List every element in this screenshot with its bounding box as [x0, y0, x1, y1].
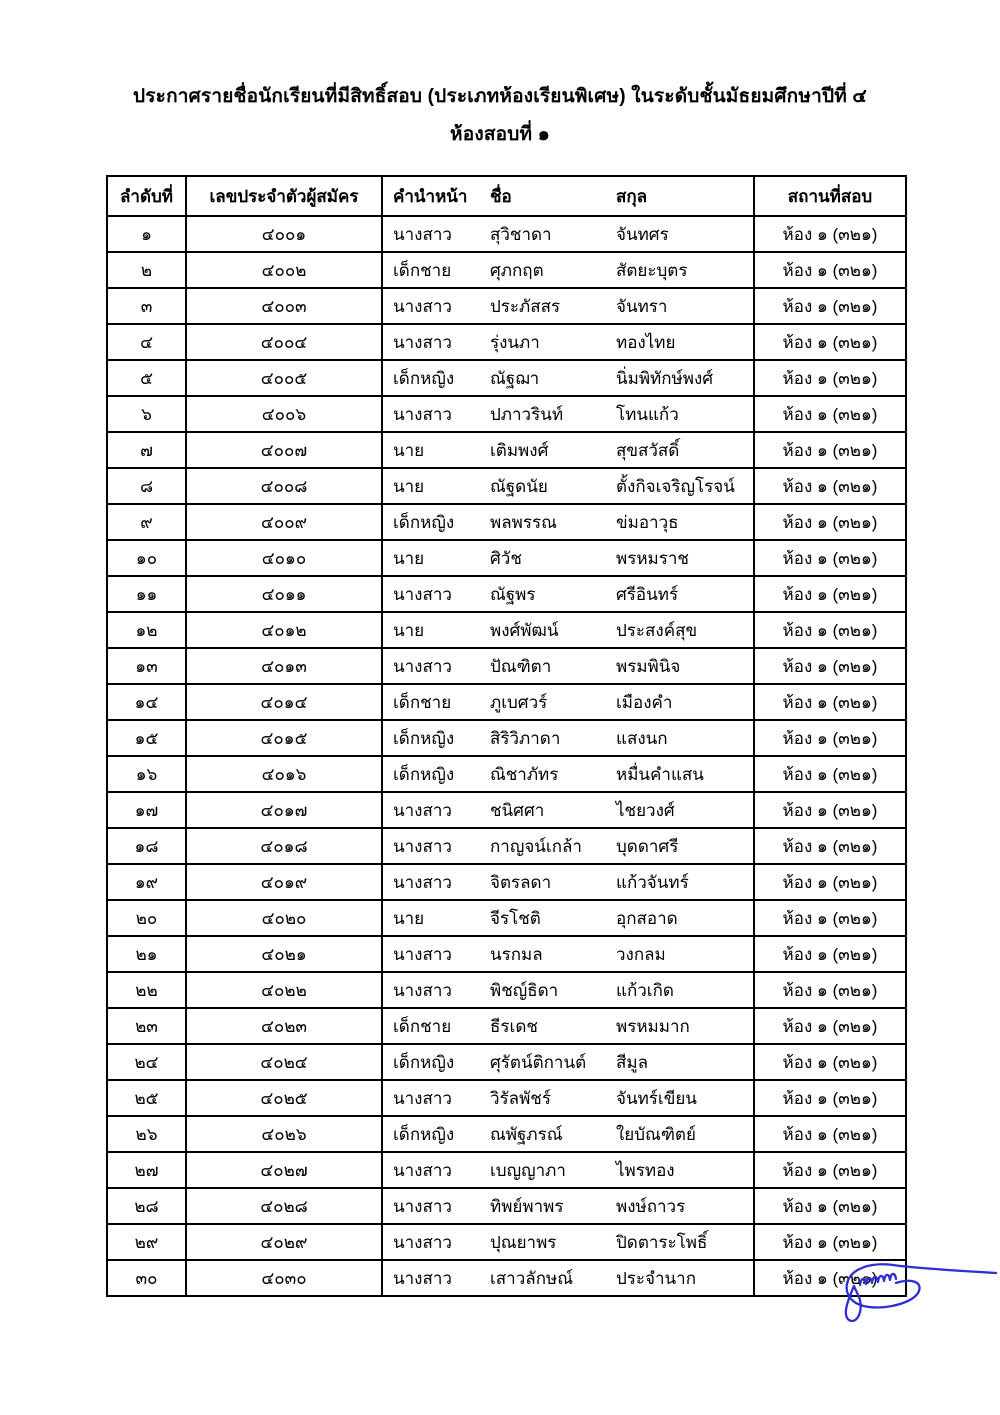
- first-name-cell: สุวิชาดา: [490, 224, 552, 244]
- applicant-id-cell: ๔๐๒๑: [186, 936, 382, 972]
- location-cell: ห้อง ๑ (๓๒๑): [754, 900, 906, 936]
- header-order: ลำดับที่: [107, 176, 186, 216]
- applicant-id-cell: ๔๐๒๙: [186, 1224, 382, 1260]
- last-name-cell: สุขสวัสดิ์: [616, 440, 680, 460]
- location-cell: ห้อง ๑ (๓๒๑): [754, 1188, 906, 1224]
- first-name-cell: ณพัฐภรณ์: [490, 1124, 563, 1144]
- prefix-cell: นางสาว: [393, 944, 452, 964]
- name-group-cell: [382, 396, 754, 432]
- last-name-cell: จันทศร: [616, 224, 669, 244]
- prefix-cell: นาย: [393, 908, 425, 928]
- applicant-id-cell: ๔๐๐๙: [186, 504, 382, 540]
- prefix-cell: นางสาว: [393, 332, 452, 352]
- table-row: [107, 936, 906, 972]
- header-name-group: [382, 176, 754, 216]
- location-cell: ห้อง ๑ (๓๒๑): [754, 288, 906, 324]
- last-name-cell: พรมพินิจ: [616, 656, 681, 676]
- last-name-cell: หมื่นคำแสน: [616, 764, 704, 784]
- location-cell: ห้อง ๑ (๓๒๑): [754, 1116, 906, 1152]
- name-group-cell: [382, 1044, 754, 1080]
- name-group-cell: [382, 900, 754, 936]
- header-prefix: คำนำหน้า: [393, 186, 468, 206]
- first-name-cell: พิชญ์ธิดา: [490, 980, 559, 1000]
- applicant-id-cell: ๔๐๑๒: [186, 612, 382, 648]
- table-row: [107, 396, 906, 432]
- applicant-id-cell: ๔๐๑๓: [186, 648, 382, 684]
- table-row: [107, 324, 906, 360]
- order-cell: ๙: [107, 504, 186, 540]
- table-row: [107, 468, 906, 504]
- location-cell: ห้อง ๑ (๓๒๑): [754, 864, 906, 900]
- order-cell: ๓: [107, 288, 186, 324]
- prefix-cell: เด็กหญิง: [393, 764, 455, 784]
- applicant-id-cell: ๔๐๐๒: [186, 252, 382, 288]
- prefix-cell: เด็กหญิง: [393, 1124, 455, 1144]
- prefix-cell: นางสาว: [393, 656, 452, 676]
- name-group-cell: [382, 1224, 754, 1260]
- name-group-cell: [382, 972, 754, 1008]
- prefix-cell: เด็กหญิง: [393, 1052, 455, 1072]
- location-cell: ห้อง ๑ (๓๒๑): [754, 468, 906, 504]
- name-group-cell: [382, 828, 754, 864]
- name-group-cell: [382, 540, 754, 576]
- name-group-cell: [382, 252, 754, 288]
- first-name-cell: ธีรเดช: [490, 1016, 538, 1036]
- applicant-id-cell: ๔๐๒๓: [186, 1008, 382, 1044]
- applicant-id-cell: ๔๐๒๒: [186, 972, 382, 1008]
- name-group-cell: [382, 468, 754, 504]
- table-row: [107, 288, 906, 324]
- applicant-id-cell: ๔๐๑๗: [186, 792, 382, 828]
- location-cell: ห้อง ๑ (๓๒๑): [754, 576, 906, 612]
- order-cell: ๑๕: [107, 720, 186, 756]
- table-row: [107, 252, 906, 288]
- prefix-cell: นางสาว: [393, 1232, 452, 1252]
- student-roster-table: [106, 175, 907, 1297]
- order-cell: ๔: [107, 324, 186, 360]
- applicant-id-cell: ๔๐๓๐: [186, 1260, 382, 1296]
- location-cell: ห้อง ๑ (๓๒๑): [754, 648, 906, 684]
- name-group-cell: [382, 288, 754, 324]
- table-row: [107, 864, 906, 900]
- last-name-cell: ศรีอินทร์: [616, 584, 679, 604]
- header-last-name: สกุล: [616, 186, 648, 206]
- table-row: [107, 972, 906, 1008]
- last-name-cell: จันทร์เขียน: [616, 1088, 697, 1108]
- applicant-id-cell: ๔๐๑๑: [186, 576, 382, 612]
- prefix-cell: เด็กหญิง: [393, 728, 455, 748]
- name-group-cell: [382, 1188, 754, 1224]
- order-cell: ๒๓: [107, 1008, 186, 1044]
- first-name-cell: รุ่งนภา: [490, 332, 540, 352]
- table-row: [107, 1188, 906, 1224]
- location-cell: ห้อง ๑ (๓๒๑): [754, 936, 906, 972]
- table-row: [107, 612, 906, 648]
- applicant-id-cell: ๔๐๑๕: [186, 720, 382, 756]
- prefix-cell: นางสาว: [393, 836, 452, 856]
- table-body: [107, 216, 906, 1296]
- last-name-cell: ตั้งกิจเจริญโรจน์: [616, 476, 735, 496]
- location-cell: ห้อง ๑ (๓๒๑): [754, 792, 906, 828]
- name-group-cell: [382, 1116, 754, 1152]
- applicant-id-cell: ๔๐๐๑: [186, 216, 382, 252]
- table-row: [107, 900, 906, 936]
- last-name-cell: ใยบัณฑิตย์: [616, 1124, 696, 1144]
- document-title: [0, 78, 1000, 154]
- applicant-id-cell: ๔๐๒๔: [186, 1044, 382, 1080]
- first-name-cell: นรกมล: [490, 944, 543, 964]
- applicant-id-cell: ๔๐๑๔: [186, 684, 382, 720]
- first-name-cell: ปภาวรินท์: [490, 404, 564, 424]
- table-row: [107, 432, 906, 468]
- last-name-cell: จันทรา: [616, 296, 668, 316]
- first-name-cell: จีรโชติ: [490, 908, 541, 928]
- location-cell: ห้อง ๑ (๓๒๑): [754, 828, 906, 864]
- last-name-cell: ทองไทย: [616, 332, 676, 352]
- name-group-cell: [382, 1260, 754, 1296]
- location-cell: ห้อง ๑ (๓๒๑): [754, 504, 906, 540]
- name-group-cell: [382, 576, 754, 612]
- first-name-cell: สิริวิภาดา: [490, 728, 561, 748]
- name-group-cell: [382, 324, 754, 360]
- last-name-cell: ไชยวงศ์: [616, 800, 675, 820]
- table-row: [107, 720, 906, 756]
- table-row: [107, 648, 906, 684]
- last-name-cell: สัตยะบุตร: [616, 260, 688, 280]
- table-row: [107, 216, 906, 252]
- first-name-cell: ณัฐพร: [490, 584, 536, 604]
- prefix-cell: นางสาว: [393, 584, 452, 604]
- first-name-cell: เสาวลักษณ์: [490, 1268, 573, 1288]
- applicant-id-cell: ๔๐๑๘: [186, 828, 382, 864]
- prefix-cell: เด็กหญิง: [393, 368, 455, 388]
- table-row: [107, 1116, 906, 1152]
- first-name-cell: พงศ์พัฒน์: [490, 620, 559, 640]
- prefix-cell: นาย: [393, 440, 425, 460]
- first-name-cell: ศุภกฤต: [490, 260, 544, 280]
- name-group-cell: [382, 1008, 754, 1044]
- prefix-cell: นางสาว: [393, 980, 452, 1000]
- order-cell: ๒๘: [107, 1188, 186, 1224]
- order-cell: ๑๓: [107, 648, 186, 684]
- location-cell: ห้อง ๑ (๓๒๑): [754, 612, 906, 648]
- order-cell: ๓๐: [107, 1260, 186, 1296]
- first-name-cell: ศิวัช: [490, 548, 522, 568]
- location-cell: ห้อง ๑ (๓๒๑): [754, 216, 906, 252]
- location-cell: ห้อง ๑ (๓๒๑): [754, 1260, 906, 1296]
- location-cell: ห้อง ๑ (๓๒๑): [754, 396, 906, 432]
- applicant-id-cell: ๔๐๑๖: [186, 756, 382, 792]
- applicant-id-cell: ๔๐๒๕: [186, 1080, 382, 1116]
- order-cell: ๑: [107, 216, 186, 252]
- location-cell: ห้อง ๑ (๓๒๑): [754, 684, 906, 720]
- first-name-cell: ณิชาภัทร: [490, 764, 559, 784]
- name-group-cell: [382, 648, 754, 684]
- prefix-cell: นาย: [393, 476, 425, 496]
- table-row: [107, 1260, 906, 1296]
- location-cell: ห้อง ๑ (๓๒๑): [754, 972, 906, 1008]
- prefix-cell: นางสาว: [393, 800, 452, 820]
- prefix-cell: นางสาว: [393, 296, 452, 316]
- table-row: [107, 828, 906, 864]
- first-name-cell: ทิพย์พาพร: [490, 1196, 564, 1216]
- applicant-id-cell: ๔๐๐๔: [186, 324, 382, 360]
- first-name-cell: เบญญาภา: [490, 1160, 566, 1180]
- name-group-cell: [382, 864, 754, 900]
- first-name-cell: ศุรัตน์ติกานต์: [490, 1052, 587, 1072]
- location-cell: ห้อง ๑ (๓๒๑): [754, 1008, 906, 1044]
- prefix-cell: นางสาว: [393, 872, 452, 892]
- prefix-cell: นางสาว: [393, 224, 452, 244]
- order-cell: ๑๑: [107, 576, 186, 612]
- table-row: [107, 1224, 906, 1260]
- location-cell: ห้อง ๑ (๓๒๑): [754, 756, 906, 792]
- name-group-cell: [382, 720, 754, 756]
- location-cell: ห้อง ๑ (๓๒๑): [754, 1152, 906, 1188]
- first-name-cell: ภูเบศวร์: [490, 692, 548, 712]
- table-row: [107, 540, 906, 576]
- order-cell: ๒๕: [107, 1080, 186, 1116]
- prefix-cell: นางสาว: [393, 1088, 452, 1108]
- prefix-cell: นางสาว: [393, 404, 452, 424]
- first-name-cell: จิตรลดา: [490, 872, 552, 892]
- prefix-cell: นางสาว: [393, 1196, 452, 1216]
- last-name-cell: ไพรทอง: [616, 1160, 675, 1180]
- table-row: [107, 756, 906, 792]
- order-cell: ๑๘: [107, 828, 186, 864]
- location-cell: ห้อง ๑ (๓๒๑): [754, 360, 906, 396]
- table-header: [107, 176, 906, 216]
- first-name-cell: ประภัสสร: [490, 296, 561, 316]
- name-group-cell: [382, 612, 754, 648]
- location-cell: ห้อง ๑ (๓๒๑): [754, 324, 906, 360]
- first-name-cell: ปัณฑิตา: [490, 656, 552, 676]
- prefix-cell: นางสาว: [393, 1160, 452, 1180]
- last-name-cell: โทนแก้ว: [616, 404, 679, 424]
- last-name-cell: นิ่มพิทักษ์พงศ์: [616, 368, 714, 388]
- table-row: [107, 1080, 906, 1116]
- order-cell: ๒๖: [107, 1116, 186, 1152]
- title-line-2: ห้องสอบที่ ๑: [450, 124, 550, 145]
- applicant-id-cell: ๔๐๐๗: [186, 432, 382, 468]
- applicant-id-cell: ๔๐๐๓: [186, 288, 382, 324]
- order-cell: ๕: [107, 360, 186, 396]
- first-name-cell: พลพรรณ: [490, 512, 557, 532]
- applicant-id-cell: ๔๐๐๖: [186, 396, 382, 432]
- table-row: [107, 504, 906, 540]
- order-cell: ๑๔: [107, 684, 186, 720]
- last-name-cell: แก้วจันทร์: [616, 872, 689, 892]
- order-cell: ๒๗: [107, 1152, 186, 1188]
- last-name-cell: บุดดาศรี: [616, 836, 679, 856]
- first-name-cell: ปุณยาพร: [490, 1232, 557, 1252]
- name-group-cell: [382, 1080, 754, 1116]
- applicant-id-cell: ๔๐๑๙: [186, 864, 382, 900]
- last-name-cell: พรหมมาก: [616, 1016, 690, 1036]
- table-row: [107, 1152, 906, 1188]
- prefix-cell: เด็กชาย: [393, 260, 452, 280]
- applicant-id-cell: ๔๐๒๐: [186, 900, 382, 936]
- header-row: [107, 176, 906, 216]
- location-cell: ห้อง ๑ (๓๒๑): [754, 252, 906, 288]
- table-row: [107, 360, 906, 396]
- first-name-cell: เติมพงศ์: [490, 440, 549, 460]
- location-cell: ห้อง ๑ (๓๒๑): [754, 1080, 906, 1116]
- table-row: [107, 684, 906, 720]
- header-applicant-id: เลขประจำตัวผู้สมัคร: [186, 176, 382, 216]
- first-name-cell: ชนิศศา: [490, 800, 545, 820]
- order-cell: ๒๙: [107, 1224, 186, 1260]
- last-name-cell: ข่มอาวุธ: [616, 512, 679, 532]
- order-cell: ๒๔: [107, 1044, 186, 1080]
- order-cell: ๒๐: [107, 900, 186, 936]
- applicant-id-cell: ๔๐๒๗: [186, 1152, 382, 1188]
- order-cell: ๒๑: [107, 936, 186, 972]
- applicant-id-cell: ๔๐๑๐: [186, 540, 382, 576]
- prefix-cell: เด็กชาย: [393, 692, 452, 712]
- first-name-cell: ณัฐดนัย: [490, 476, 548, 496]
- applicant-id-cell: ๔๐๐๘: [186, 468, 382, 504]
- order-cell: ๘: [107, 468, 186, 504]
- location-cell: ห้อง ๑ (๓๒๑): [754, 432, 906, 468]
- first-name-cell: วิรัลพัชร์: [490, 1088, 551, 1108]
- order-cell: ๒: [107, 252, 186, 288]
- header-location: สถานที่สอบ: [754, 176, 906, 216]
- last-name-cell: วงกลม: [616, 944, 666, 964]
- last-name-cell: สีมูล: [616, 1052, 648, 1072]
- applicant-id-cell: ๔๐๒๘: [186, 1188, 382, 1224]
- first-name-cell: กาญจน์เกล้า: [490, 836, 582, 856]
- order-cell: ๖: [107, 396, 186, 432]
- prefix-cell: เด็กชาย: [393, 1016, 452, 1036]
- applicant-id-cell: ๔๐๒๖: [186, 1116, 382, 1152]
- title-line-1: ประกาศรายชื่อนักเรียนที่มีสิทธิ์สอบ (ประเภทห้องเรียนพิเศษ) ในระดับชั้นมัธยมศึกษาปีที่ ๔: [133, 86, 867, 107]
- location-cell: ห้อง ๑ (๓๒๑): [754, 540, 906, 576]
- applicant-id-cell: ๔๐๐๕: [186, 360, 382, 396]
- table-row: [107, 576, 906, 612]
- table-row: [107, 1008, 906, 1044]
- order-cell: ๑๐: [107, 540, 186, 576]
- location-cell: ห้อง ๑ (๓๒๑): [754, 1224, 906, 1260]
- last-name-cell: พรหมราช: [616, 548, 689, 568]
- name-group-cell: [382, 216, 754, 252]
- order-cell: ๑๗: [107, 792, 186, 828]
- name-group-cell: [382, 504, 754, 540]
- name-group-cell: [382, 936, 754, 972]
- order-cell: ๑๖: [107, 756, 186, 792]
- location-cell: ห้อง ๑ (๓๒๑): [754, 1044, 906, 1080]
- order-cell: ๑๒: [107, 612, 186, 648]
- last-name-cell: พงษ์ถาวร: [616, 1196, 686, 1216]
- order-cell: ๒๒: [107, 972, 186, 1008]
- prefix-cell: นาย: [393, 548, 425, 568]
- location-cell: ห้อง ๑ (๓๒๑): [754, 720, 906, 756]
- order-cell: ๑๙: [107, 864, 186, 900]
- first-name-cell: ณัฐฌา: [490, 368, 540, 388]
- table-row: [107, 792, 906, 828]
- name-group-cell: [382, 756, 754, 792]
- prefix-cell: เด็กหญิง: [393, 512, 455, 532]
- prefix-cell: นางสาว: [393, 1268, 452, 1288]
- prefix-cell: นาย: [393, 620, 425, 640]
- last-name-cell: ประสงค์สุข: [616, 620, 698, 640]
- name-group-cell: [382, 360, 754, 396]
- name-group-cell: [382, 792, 754, 828]
- order-cell: ๗: [107, 432, 186, 468]
- last-name-cell: อุกสอาด: [616, 908, 678, 928]
- last-name-cell: แก้วเกิด: [616, 980, 674, 1000]
- last-name-cell: ปิดตาระโพธิ์: [616, 1232, 708, 1252]
- table-row: [107, 1044, 906, 1080]
- name-group-cell: [382, 684, 754, 720]
- header-first-name: ชื่อ: [490, 186, 512, 206]
- name-group-cell: [382, 1152, 754, 1188]
- last-name-cell: เมืองคำ: [616, 692, 673, 712]
- last-name-cell: ประจำนาก: [616, 1268, 697, 1288]
- name-group-cell: [382, 432, 754, 468]
- last-name-cell: แสงนก: [616, 728, 668, 748]
